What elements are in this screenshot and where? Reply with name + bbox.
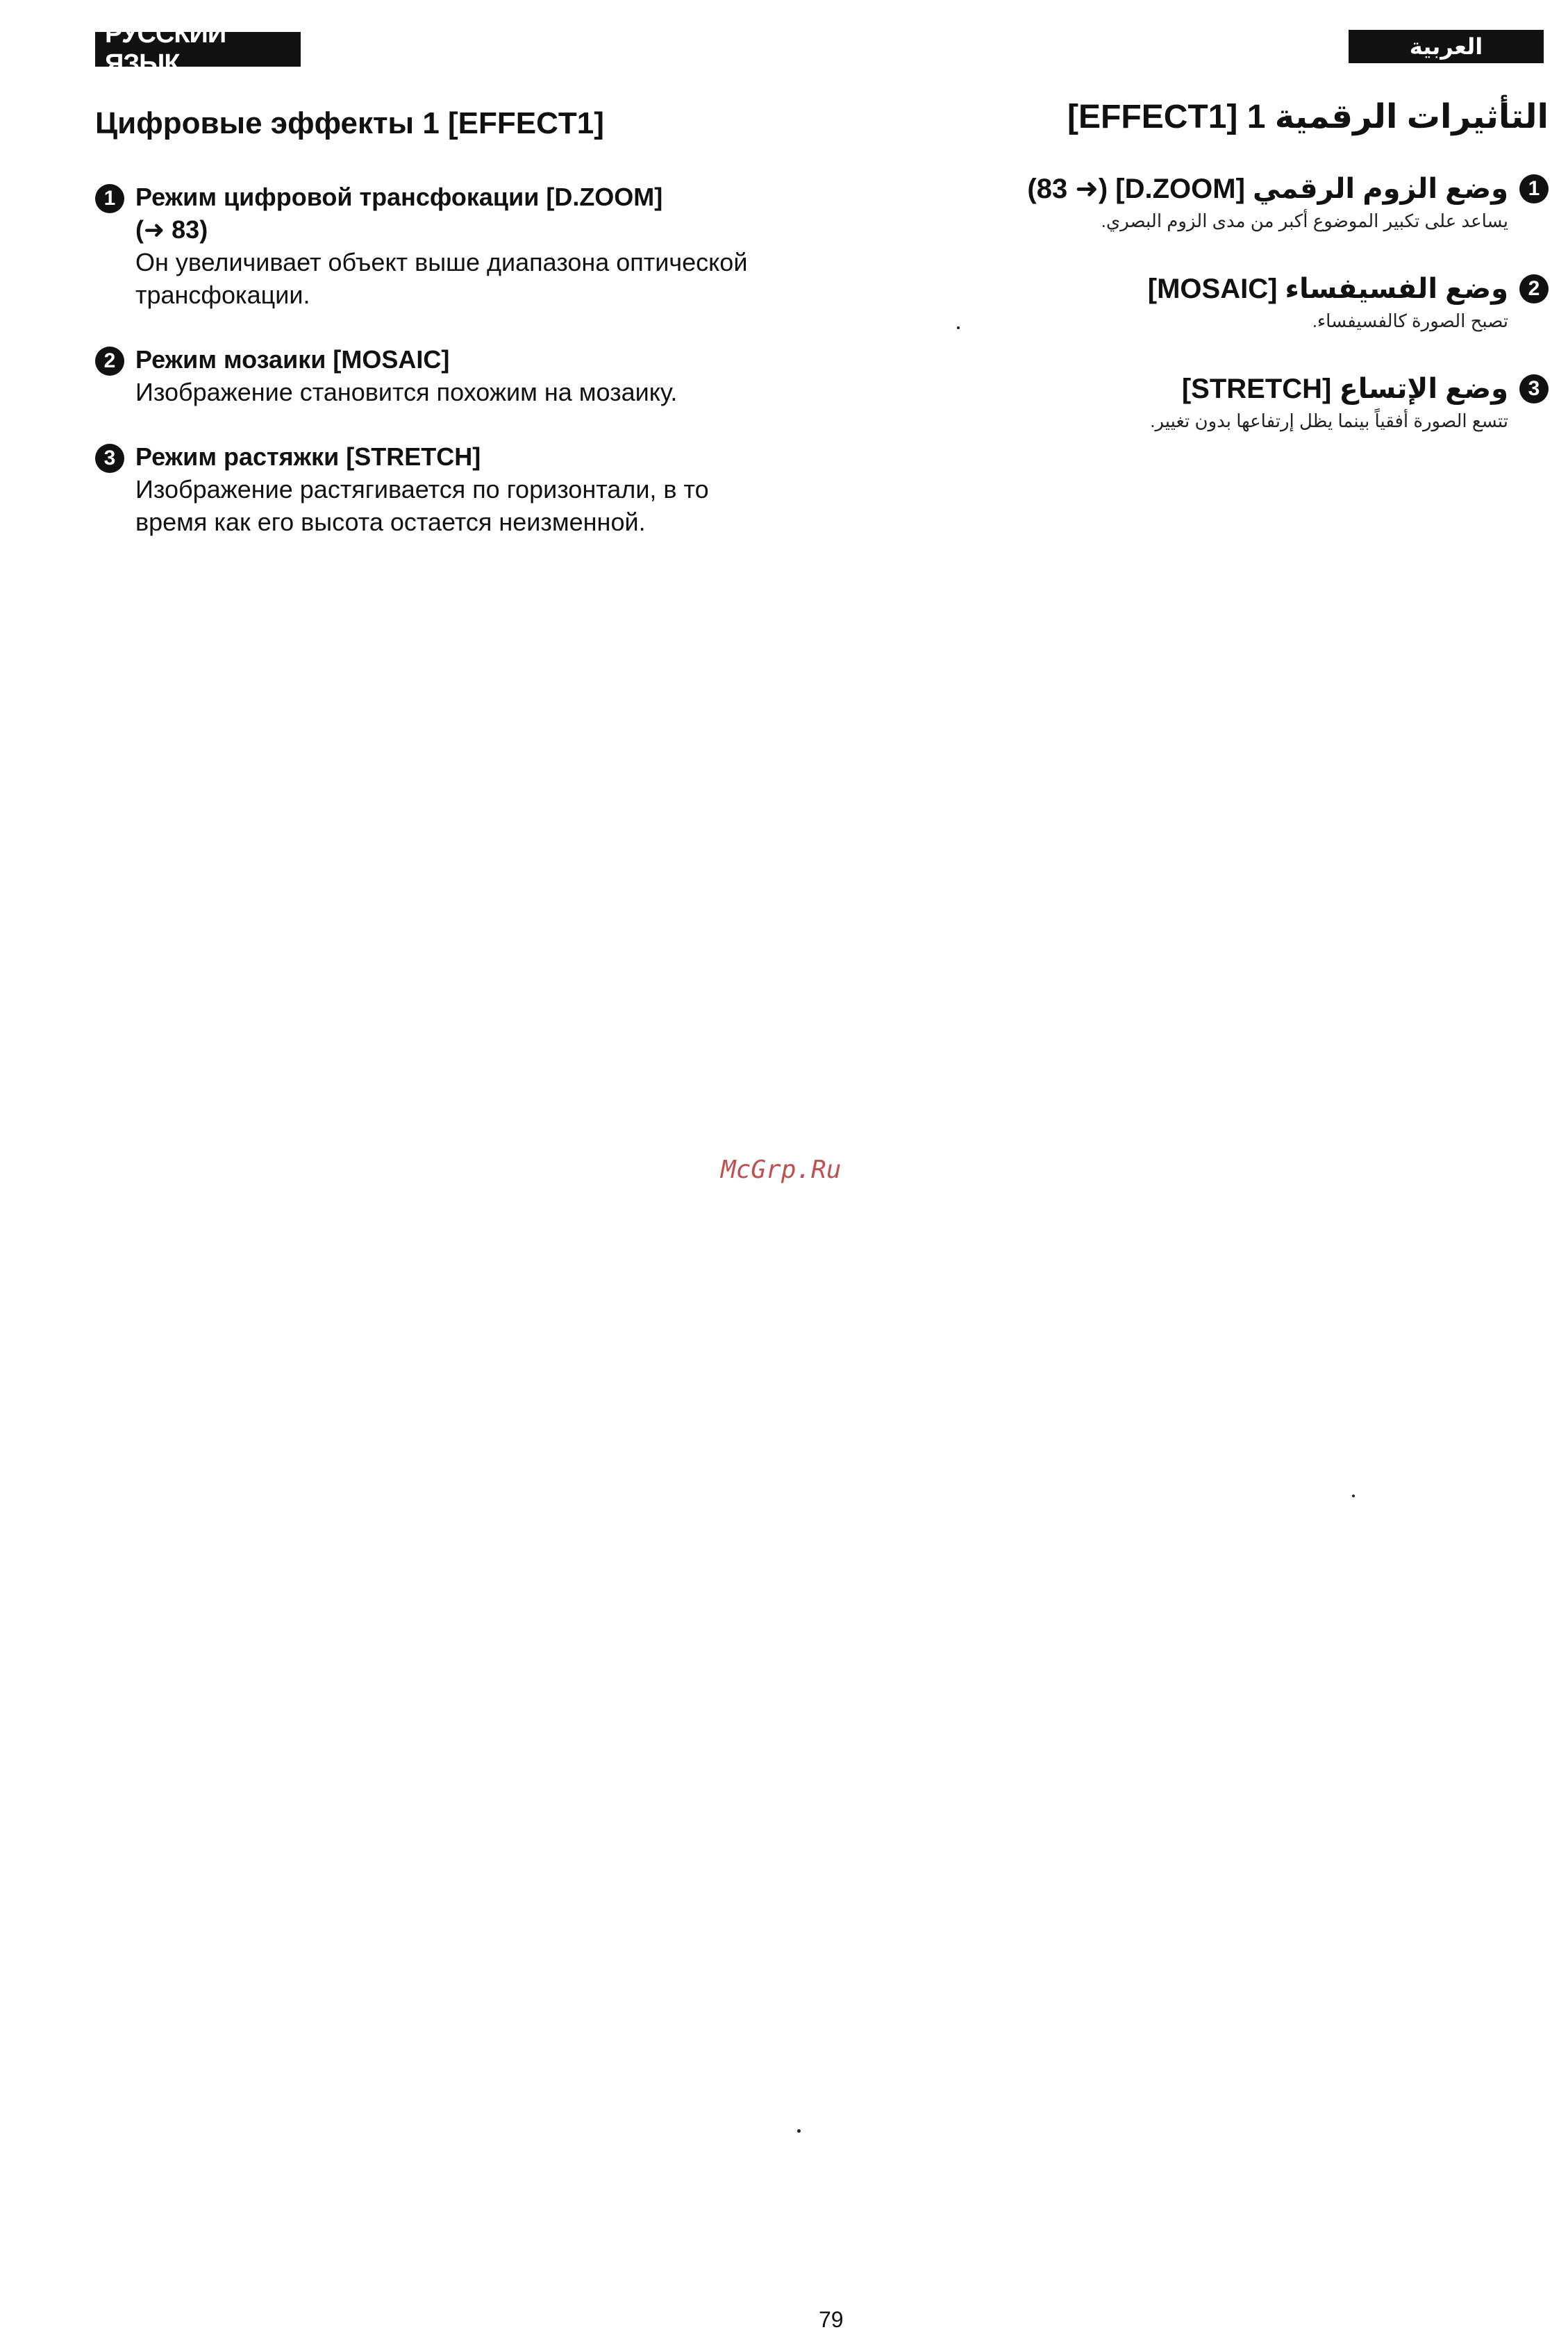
russian-column — [95, 104, 762, 538]
arabic-item-dzoom — [1027, 171, 1549, 235]
item-description: يساعد على تكبير الموضوع أكبر من مدى الزوم البصري. — [1101, 210, 1508, 231]
item-heading: وضع الفسيفساء [MOSAIC] — [1147, 274, 1508, 304]
page-number: 79 — [819, 2307, 844, 2332]
arabic-section-title: التأثيرات الرقمية 1 [EFFECT1] — [1067, 99, 1549, 135]
item-number-badge: 3 — [95, 444, 124, 473]
language-tab-russian: РУССКИЙ ЯЗЫК — [95, 32, 301, 67]
watermark-text: McGrp.Ru — [721, 1156, 842, 1184]
print-speck — [1352, 1495, 1355, 1497]
item-description: تتسع الصورة أفقياً بينما يظل إرتفاعها بدون تغيير. — [1150, 410, 1508, 431]
item-number-badge: 3 — [1519, 374, 1549, 403]
language-tab-arabic: العربية — [1349, 30, 1544, 63]
item-page-reference: (➜ 83) — [135, 215, 208, 244]
item-description: Изображение растягивается по горизонтали, в то время как его высота остается неизменной. — [135, 475, 709, 536]
arabic-item-mosaic — [1148, 271, 1549, 335]
russian-section-title: Цифровые эффекты 1 [EFFECT1] — [95, 106, 604, 140]
item-heading: Режим цифровой трансфокации [D.ZOOM] — [135, 183, 663, 211]
item-number-badge: 1 — [95, 184, 124, 213]
item-description: تصبح الصورة كالفسيفساء. — [1312, 310, 1508, 331]
russian-item-mosaic — [95, 343, 762, 408]
arabic-item-stretch — [1150, 371, 1549, 435]
item-heading: وضع الزوم الرقمي [D.ZOOM] (➜ 83) — [1027, 174, 1508, 204]
print-speck — [797, 2129, 801, 2133]
print-speck — [957, 326, 960, 329]
item-number-badge: 2 — [1519, 274, 1549, 303]
russian-item-stretch — [95, 440, 762, 538]
item-number-badge: 1 — [1519, 174, 1549, 203]
item-heading: Режим мозаики [MOSAIC] — [135, 345, 450, 374]
russian-item-dzoom — [95, 181, 762, 311]
item-heading: Режим растяжки [STRETCH] — [135, 442, 481, 471]
item-description: Изображение становится похожим на мозаику. — [135, 378, 678, 406]
item-number-badge: 2 — [95, 347, 124, 376]
item-description: Он увеличивает объект выше диапазона оптической трансфокации. — [135, 248, 748, 309]
item-heading: وضع الإتساع [STRETCH] — [1181, 374, 1508, 404]
